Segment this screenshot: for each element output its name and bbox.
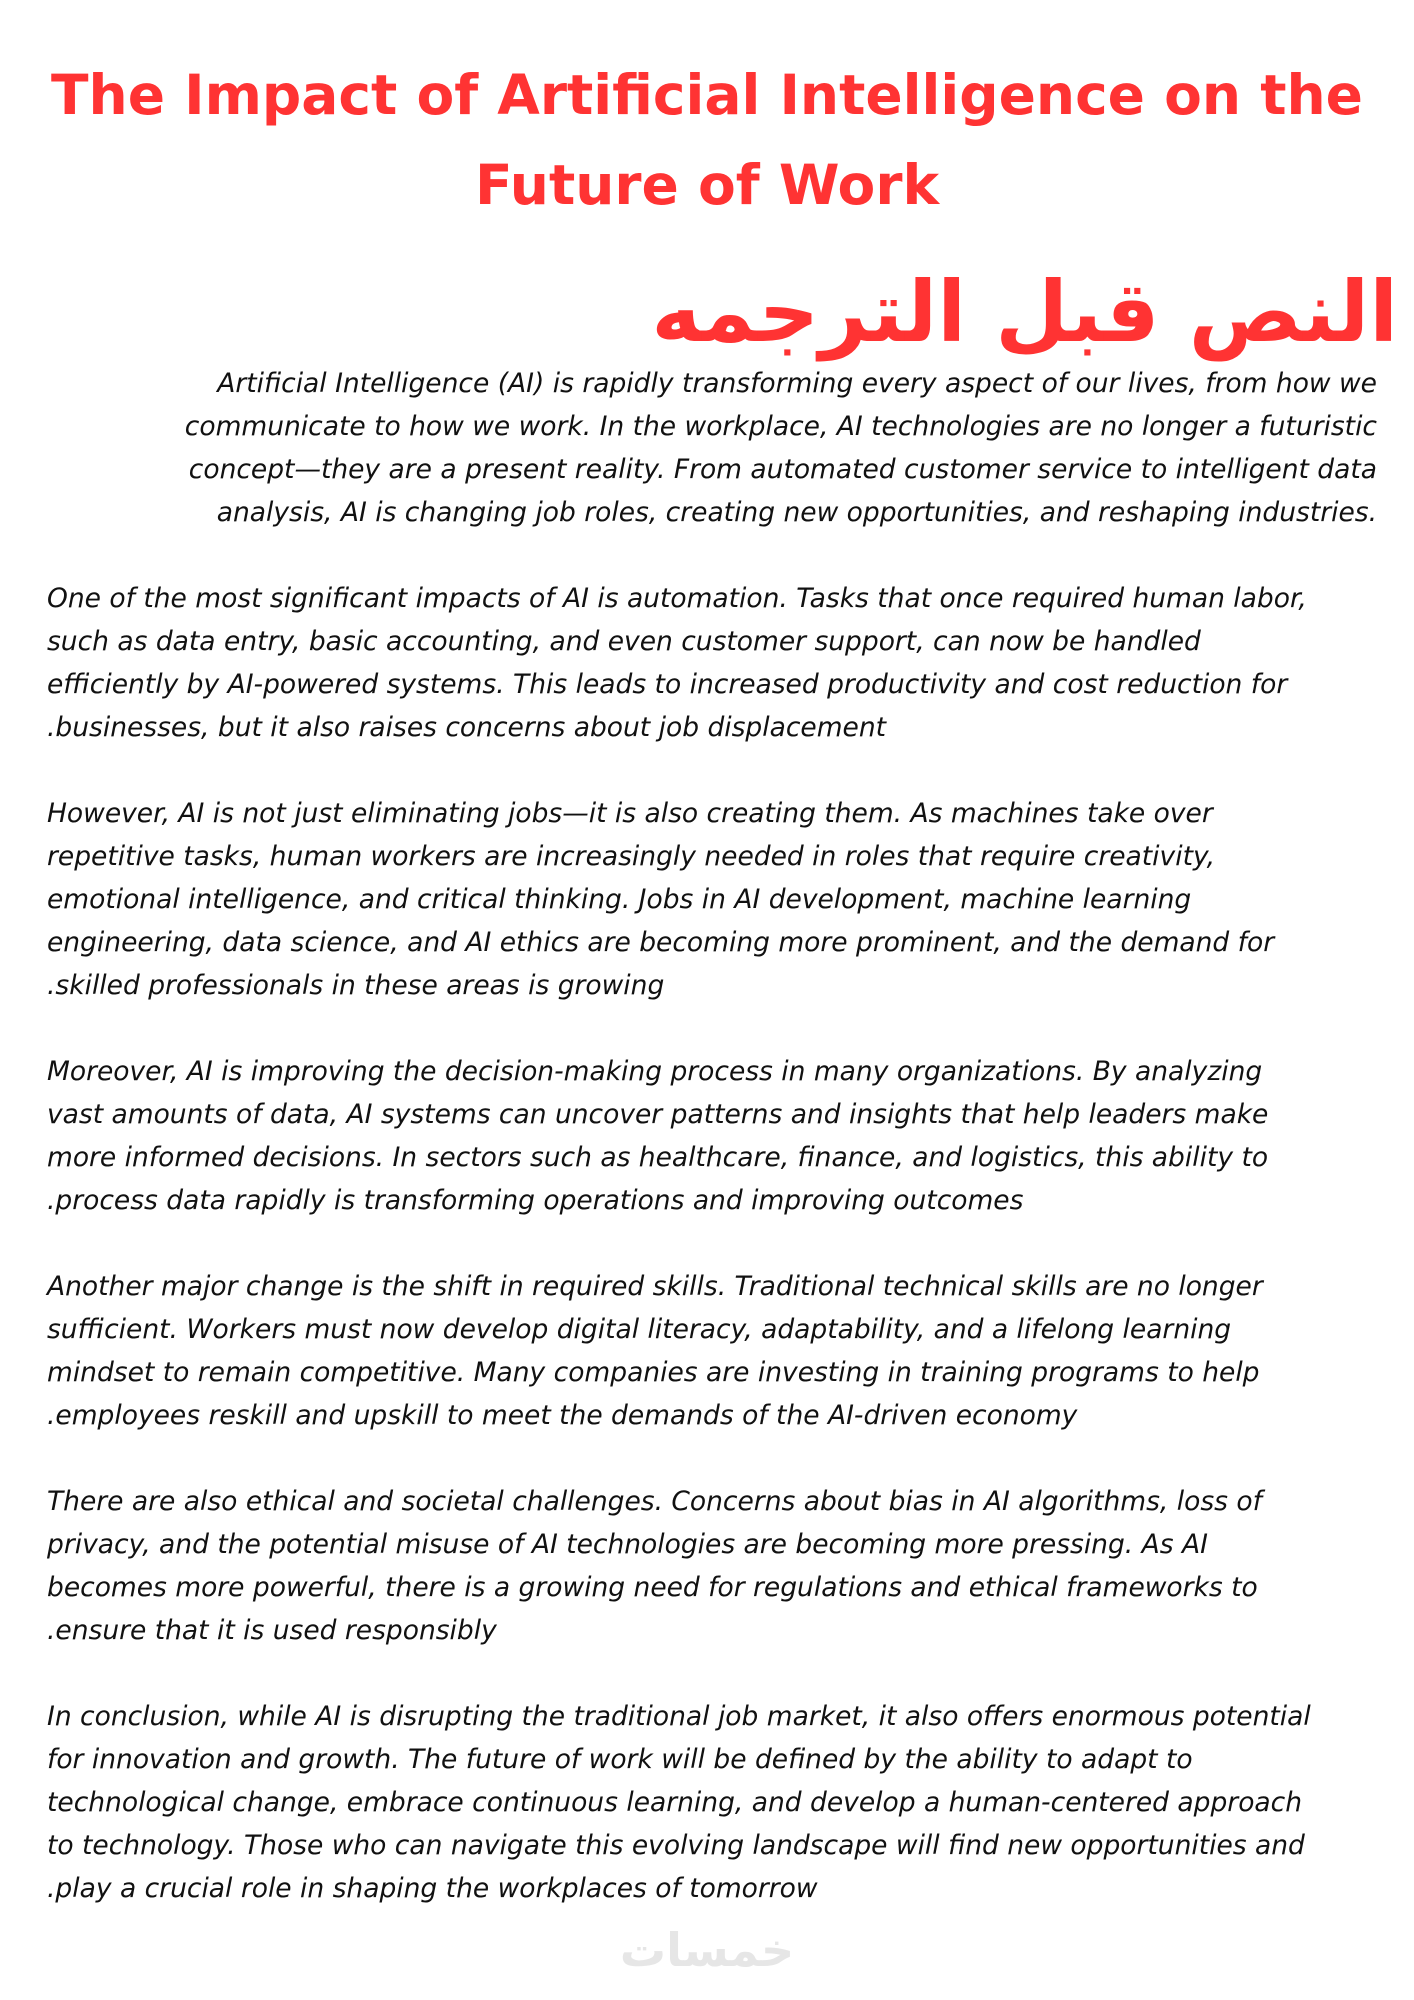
paragraph-line: analysis, AI is changing job roles, creating new opportunities, and reshaping industries. bbox=[216, 497, 1377, 528]
paragraph-line: such as data entry, basic accounting, and even customer support, can now be handled bbox=[47, 626, 1201, 657]
paragraph-intro bbox=[47, 362, 1377, 534]
paragraph-skills-shift bbox=[47, 1265, 1377, 1437]
document-title bbox=[0, 50, 1414, 230]
paragraph-line: sufficient. Workers must now develop digital literacy, adaptability, and a lifelong learning bbox=[47, 1314, 1232, 1345]
paragraph-line: communicate to how we work. In the workplace, AI technologies are no longer a futuristic bbox=[184, 411, 1377, 442]
paragraph-automation bbox=[47, 577, 1377, 749]
paragraph-line: However, AI is not just eliminating jobs—it is also creating them. As machines take over bbox=[47, 798, 1213, 829]
paragraph-line: In conclusion, while AI is disrupting the traditional job market, it also offers enormous potential bbox=[47, 1701, 1311, 1732]
title-line-1: The Impact of Artificial Intelligence on the bbox=[51, 63, 1363, 127]
paragraph-line: mindset to remain competitive. Many companies are investing in training programs to help bbox=[47, 1357, 1260, 1388]
paragraph-line: privacy, and the potential misuse of AI technologies are becoming more pressing. As AI bbox=[47, 1529, 1208, 1560]
document-body bbox=[47, 362, 1377, 1953]
paragraph-line: becomes more powerful, there is a growing need for regulations and ethical frameworks to bbox=[47, 1572, 1258, 1603]
paragraph-line: efficiently by AI-powered systems. This leads to increased productivity and cost reduction for bbox=[47, 669, 1288, 700]
paragraph-line: .employees reskill and upskill to meet the demands of the AI-driven economy bbox=[47, 1400, 1078, 1431]
paragraph-line: There are also ethical and societal challenges. Concerns about bias in AI algorithms, loss of bbox=[47, 1486, 1262, 1517]
paragraph-line: more informed decisions. In sectors such as healthcare, finance, and logistics, this ability to bbox=[47, 1142, 1269, 1173]
paragraph-line: .businesses, but it also raises concerns about job displacement bbox=[47, 712, 887, 743]
paragraph-line: vast amounts of data, AI systems can uncover patterns and insights that help leaders make bbox=[47, 1099, 1269, 1130]
paragraph-line: for innovation and growth. The future of work will be defined by the ability to adapt to bbox=[47, 1744, 1193, 1775]
paragraph-line: to technology. Those who can navigate this evolving landscape will find new opportunities and bbox=[47, 1830, 1305, 1861]
paragraph-decision-making bbox=[47, 1050, 1377, 1222]
paragraph-ethics bbox=[47, 1480, 1377, 1652]
title-line-2: Future of Work bbox=[474, 153, 940, 217]
paragraph-conclusion bbox=[47, 1695, 1377, 1910]
paragraph-line: repetitive tasks, human workers are increasingly needed in roles that require creativity, bbox=[47, 841, 1216, 872]
paragraph-line: .skilled professionals in these areas is growing bbox=[47, 970, 665, 1001]
paragraph-line: engineering, data science, and AI ethics are becoming more prominent, and the demand for bbox=[47, 927, 1275, 958]
paragraph-line: .process data rapidly is transforming operations and improving outcomes bbox=[47, 1185, 1024, 1216]
paragraph-line: Moreover, AI is improving the decision-making process in many organizations. By analyzing bbox=[47, 1056, 1263, 1087]
paragraph-line: emotional intelligence, and critical thinking. Jobs in AI development, machine learning bbox=[47, 884, 1192, 915]
paragraph-line: One of the most significant impacts of AI is automation. Tasks that once required human labor, bbox=[47, 583, 1307, 614]
paragraph-line: .play a crucial role in shaping the workplaces of tomorrow bbox=[47, 1873, 818, 1904]
watermark-logo: خمسات bbox=[619, 1923, 795, 1977]
paragraph-line: concept—they are a present reality. From automated customer service to intelligent data bbox=[188, 454, 1377, 485]
paragraph-line: technological change, embrace continuous learning, and develop a human-centered approach bbox=[47, 1787, 1303, 1818]
paragraph-job-creation bbox=[47, 792, 1377, 1007]
paragraph-line: Another major change is the shift in required skills. Traditional technical skills are no longer bbox=[47, 1271, 1263, 1302]
paragraph-line: .ensure that it is used responsibly bbox=[47, 1615, 497, 1646]
arabic-heading: النص قبل الترجمه bbox=[651, 263, 1398, 361]
paragraph-line: Artificial Intelligence (AI) is rapidly transforming every aspect of our lives, from how we bbox=[217, 368, 1377, 399]
